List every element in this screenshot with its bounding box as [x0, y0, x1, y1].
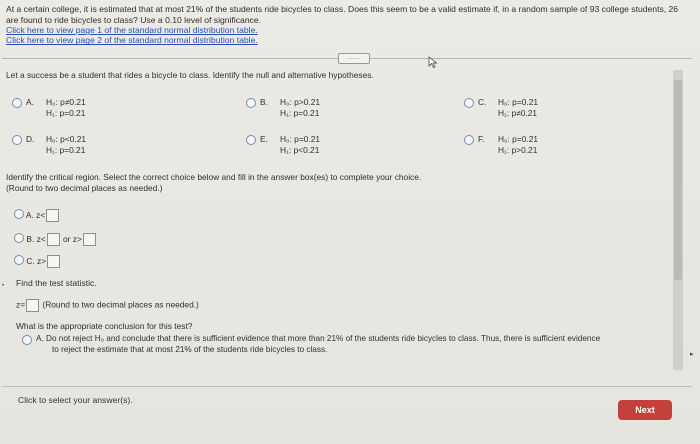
hypothesis-option-c[interactable]: C. H₀: p=0.21 H₁: p≠0.21 [464, 96, 644, 122]
conclusion-prompt: What is the appropriate conclusion for this test? [16, 321, 193, 331]
test-statistic-label: Find the test statistic. [16, 278, 97, 288]
h1-text: H₁: p<0.21 [280, 145, 320, 155]
radio-button[interactable] [22, 335, 32, 345]
hypothesis-option-b[interactable]: B. H₀: p>0.21 H₁: p=0.21 [246, 96, 426, 122]
critical-option-c[interactable]: C. z> [14, 254, 61, 268]
radio-button[interactable] [464, 98, 474, 108]
h0-text: H₀: p≠0.21 [46, 97, 86, 107]
hypothesis-option-d[interactable]: D. H₀: p<0.21 H₁: p=0.21 [12, 133, 192, 159]
h1-text: H₁: p>0.21 [498, 145, 538, 155]
mouse-cursor-icon [428, 56, 438, 68]
critical-region-note: (Round to two decimal places as needed.) [6, 182, 163, 193]
critical-region-section [6, 172, 666, 266]
critical-option-a[interactable]: A. z< [14, 208, 60, 222]
critical-value-input[interactable] [47, 255, 60, 268]
test-statistic-row: z= (Round to two decimal places as needed.) [16, 299, 199, 312]
critical-region-prompt: Identify the critical region. Select the correct choice below and fill in the answer box(es) to complete your choice. [6, 172, 422, 182]
h0-text: H₀: p=0.21 [498, 134, 539, 144]
normal-table-link-2[interactable]: Click here to view page 2 of the standard normal distribution table. [6, 35, 258, 46]
radio-button[interactable] [12, 98, 22, 108]
test-statistic-note: (Round to two decimal places as needed.) [42, 299, 199, 310]
h0-text: H₀: p=0.21 [498, 97, 539, 107]
h1-text: H₁: p≠0.21 [498, 108, 538, 118]
radio-button[interactable] [14, 209, 24, 219]
hypotheses-prompt: Let a success be a student that rides a bicycle to class. Identify the null and alternative hypotheses. [6, 70, 374, 80]
radio-button[interactable] [246, 98, 256, 108]
left-marker-icon: • [2, 283, 5, 289]
radio-button[interactable] [246, 135, 256, 145]
h0-text: H₀: p=0.21 [280, 134, 321, 144]
critical-value-input[interactable] [46, 209, 59, 222]
scrollbar-thumb[interactable] [674, 80, 682, 280]
test-statistic-input[interactable] [26, 299, 39, 312]
h0-text: H₀: p>0.21 [280, 97, 321, 107]
h1-text: H₁: p=0.21 [280, 108, 320, 118]
h1-text: H₁: p=0.21 [46, 145, 86, 155]
radio-button[interactable] [14, 255, 24, 265]
radio-button[interactable] [12, 135, 22, 145]
hypothesis-option-e[interactable]: E. H₀: p=0.21 H₁: p<0.21 [246, 133, 426, 159]
hypothesis-option-a[interactable]: A. H₀: p≠0.21 H₁: p=0.21 [12, 96, 192, 122]
critical-value-lower-input[interactable] [47, 233, 60, 246]
normal-table-link-1[interactable]: Click here to view page 1 of the standard normal distribution table. [6, 25, 258, 36]
footer-divider [2, 386, 692, 387]
expand-more-button[interactable]: ..... [338, 53, 370, 64]
scroll-arrow-icon[interactable]: ▸ [690, 351, 694, 358]
question-block [6, 4, 686, 46]
radio-button[interactable] [14, 233, 24, 243]
critical-option-b[interactable]: B. z< or z> [14, 232, 97, 246]
next-button[interactable]: Next [618, 400, 672, 420]
click-to-select-text: Click to select your answer(s). [18, 395, 133, 405]
hypothesis-option-f[interactable]: F. H₀: p=0.21 H₁: p>0.21 [464, 133, 644, 159]
h1-text: H₁: p=0.21 [46, 108, 86, 118]
conclusion-option-a[interactable]: A. Do not reject H₀ and conclude that there is sufficient evidence that more than 21% of the students ride bicycles to class. Thus, there is sufficient evidence to reject the estimate that at most 21% of the students ride bicycles to class. [22, 333, 662, 355]
critical-value-upper-input[interactable] [83, 233, 96, 246]
h0-text: H₀: p<0.21 [46, 134, 87, 144]
radio-button[interactable] [464, 135, 474, 145]
question-text: At a certain college, it is estimated that at most 21% of the students ride bicycles to class. Does this seem to be a valid estimate if, in a random sample of 93 college students, 26 are found to ride bicycles to class? Use a 0.10 level of significance. [6, 4, 679, 25]
